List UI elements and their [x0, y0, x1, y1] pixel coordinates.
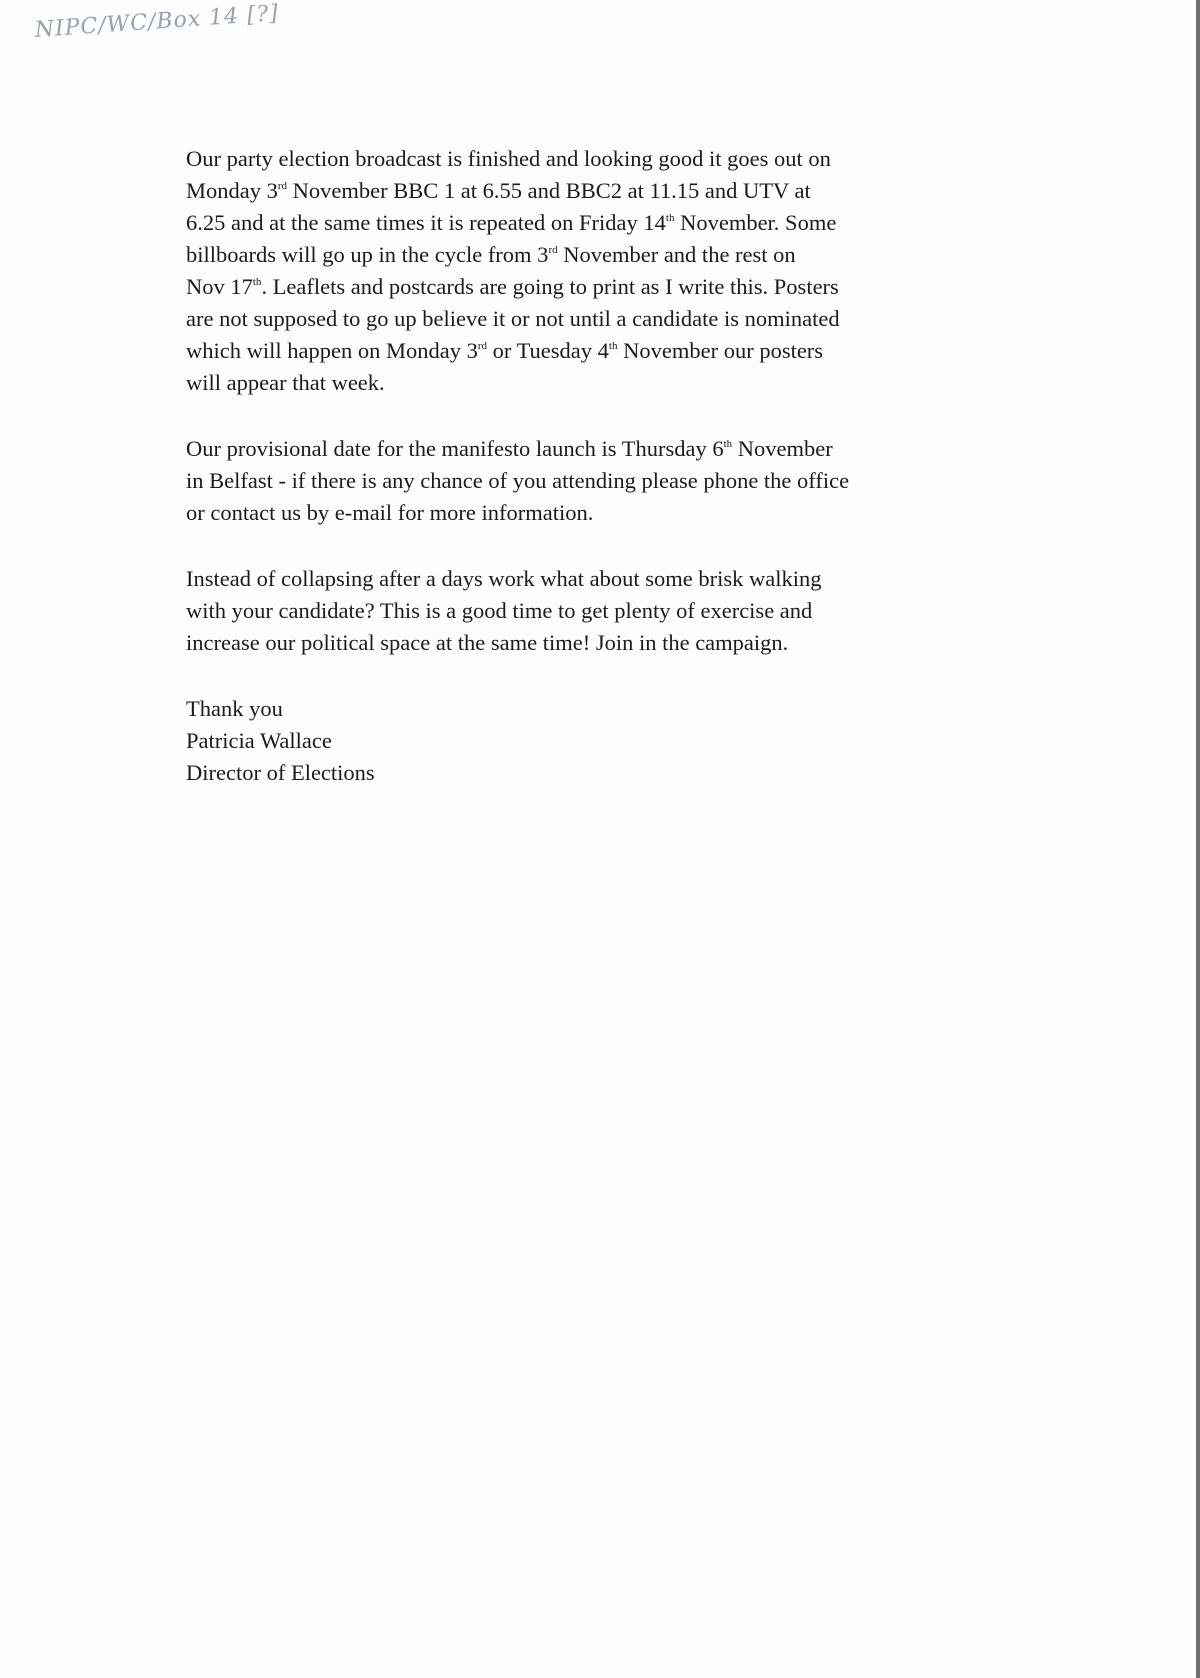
closing-thanks: Thank you: [186, 696, 283, 721]
ordinal-suffix: th: [723, 438, 733, 450]
text-line: billboards will go up in the cycle from 3rd November and the rest on: [186, 242, 796, 267]
text-line: Our provisional date for the manifesto launch is Thursday 6th November: [186, 436, 833, 461]
signatory-name: Patricia Wallace: [186, 728, 332, 753]
letter-body: [186, 143, 1036, 789]
text-line: Monday 3rd November BBC 1 at 6.55 and BBC2 at 11.15 and UTV at: [186, 178, 811, 203]
letter-paragraphs: [186, 143, 1036, 659]
text-line: will appear that week.: [186, 370, 385, 395]
letter-paragraph: [186, 143, 1036, 399]
text-line: Instead of collapsing after a days work what about some brisk walking: [186, 566, 822, 591]
ordinal-suffix: rd: [277, 180, 288, 192]
scan-edge: [1196, 0, 1200, 1678]
text-line: increase our political space at the same time! Join in the campaign.: [186, 630, 789, 655]
text-line: in Belfast - if there is any chance of you attending please phone the office: [186, 468, 850, 493]
text-line: Nov 17th. Leaflets and postcards are going to print as I write this. Posters: [186, 274, 839, 299]
text-line: or contact us by e-mail for more information.: [186, 500, 594, 525]
text-line: Our party election broadcast is finished and looking good it goes out on: [186, 146, 831, 171]
letter-paragraph: [186, 563, 1036, 659]
ordinal-suffix: rd: [548, 244, 558, 256]
ordinal-suffix: th: [252, 276, 262, 288]
ordinal-suffix: rd: [477, 340, 488, 352]
signatory-title: Director of Elections: [186, 760, 375, 785]
letter-paragraph: [186, 433, 1036, 529]
ordinal-suffix: th: [608, 340, 618, 352]
text-line: 6.25 and at the same times it is repeated on Friday 14th November. Some: [186, 210, 837, 235]
text-line: are not supposed to go up believe it or not until a candidate is nominated: [186, 306, 840, 331]
text-line: with your candidate? This is a good time to get plenty of exercise and: [186, 598, 813, 623]
handwritten-reference-annotation: NIPC/WC/Box 14 [?]: [34, 0, 280, 43]
text-line: which will happen on Monday 3rd or Tuesday 4th November our posters: [186, 338, 824, 363]
ordinal-suffix: th: [665, 212, 675, 224]
letter-closing: [186, 693, 1036, 789]
